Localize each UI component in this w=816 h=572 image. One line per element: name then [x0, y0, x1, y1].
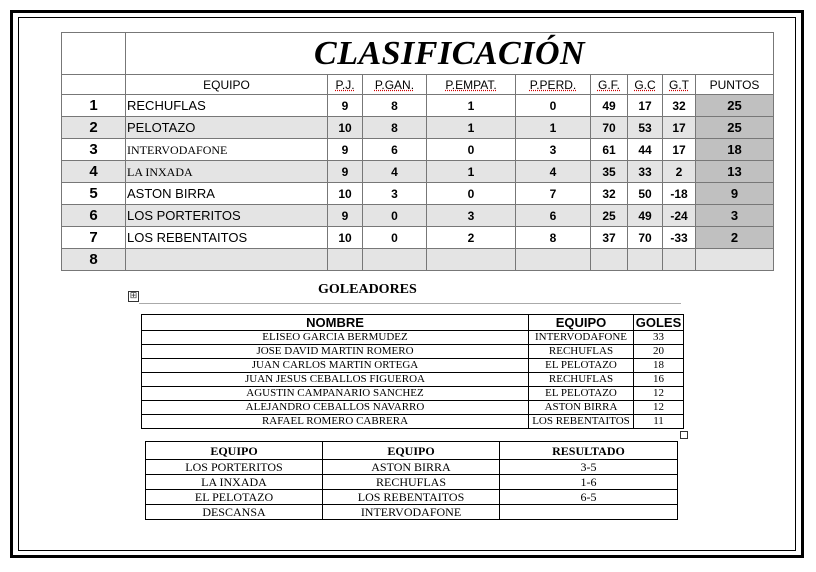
pgan: 6 — [363, 139, 427, 161]
team-name: LOS REBENTAITOS — [126, 227, 328, 249]
corner-cell — [62, 33, 126, 75]
empty-points-cell — [696, 249, 774, 271]
scorer-name: RAFAEL ROMERO CABRERA — [142, 415, 529, 429]
pj: 10 — [328, 117, 363, 139]
pgan: 3 — [363, 183, 427, 205]
scorer-team: LOS REBENTAITOS — [529, 415, 634, 429]
match-result: 1-6 — [500, 475, 678, 490]
pempat: 0 — [427, 183, 516, 205]
table-row — [62, 117, 774, 139]
position: 7 — [62, 227, 126, 249]
scorer-name: JUAN CARLOS MARTIN ORTEGA — [142, 359, 529, 373]
away-team: LOS REBENTAITOS — [323, 490, 500, 505]
team-name: RECHUFLAS — [126, 95, 328, 117]
position: 2 — [62, 117, 126, 139]
gc: 53 — [628, 117, 663, 139]
pempat: 3 — [427, 205, 516, 227]
header-gf: G.F. — [591, 75, 628, 95]
team-name: PELOTAZO — [126, 117, 328, 139]
header-equipo: EQUIPO — [529, 315, 634, 331]
header-resultado: RESULTADO — [500, 442, 678, 460]
header-goles: GOLES — [634, 315, 684, 331]
away-team: RECHUFLAS — [323, 475, 500, 490]
table-row — [62, 205, 774, 227]
header-equipo: EQUIPO — [126, 75, 328, 95]
away-team: INTERVODAFONE — [323, 505, 500, 520]
pj: 10 — [328, 183, 363, 205]
team-name: INTERVODAFONE — [126, 139, 328, 161]
scorer-goals: 11 — [634, 415, 684, 429]
match-result — [500, 505, 678, 520]
pperd: 8 — [516, 227, 591, 249]
gf: 70 — [591, 117, 628, 139]
scorers-header-row — [142, 315, 684, 331]
header-puntos: PUNTOS — [696, 75, 774, 95]
standings-table — [61, 32, 774, 271]
home-team: LOS PORTERITOS — [146, 460, 323, 475]
position: 1 — [62, 95, 126, 117]
matches-header-row — [146, 442, 678, 460]
header-equipo-away: EQUIPO — [323, 442, 500, 460]
pj: 9 — [328, 139, 363, 161]
header-nombre: NOMBRE — [142, 315, 529, 331]
scorer-team: EL PELOTAZO — [529, 387, 634, 401]
table-move-handle-icon[interactable]: ⊞ — [129, 291, 138, 301]
table-row — [142, 415, 684, 429]
table-row — [142, 387, 684, 401]
gc: 44 — [628, 139, 663, 161]
header-gt: G.T — [663, 75, 696, 95]
table-row — [146, 475, 678, 490]
gt: -33 — [663, 227, 696, 249]
scorer-team: EL PELOTAZO — [529, 359, 634, 373]
table-row — [62, 227, 774, 249]
gt: 32 — [663, 95, 696, 117]
gf: 49 — [591, 95, 628, 117]
pj: 9 — [328, 161, 363, 183]
scorer-team: RECHUFLAS — [529, 373, 634, 387]
empty-cell — [363, 249, 427, 271]
pperd: 4 — [516, 161, 591, 183]
home-team: LA INXADA — [146, 475, 323, 490]
pgan: 8 — [363, 117, 427, 139]
position: 8 — [62, 249, 126, 271]
table-row — [146, 505, 678, 520]
standings-header-row — [62, 75, 774, 95]
empty-cell — [591, 249, 628, 271]
empty-cell — [628, 249, 663, 271]
empty-cell — [516, 249, 591, 271]
pgan: 0 — [363, 227, 427, 249]
table-row — [62, 95, 774, 117]
home-team: EL PELOTAZO — [146, 490, 323, 505]
standings-title: CLASIFICACIÓN — [126, 33, 774, 75]
pos-header — [62, 75, 126, 95]
scorer-goals: 16 — [634, 373, 684, 387]
scorer-goals: 12 — [634, 401, 684, 415]
position: 5 — [62, 183, 126, 205]
gc: 49 — [628, 205, 663, 227]
scorer-goals: 12 — [634, 387, 684, 401]
points: 9 — [696, 183, 774, 205]
position: 4 — [62, 161, 126, 183]
home-team: DESCANSA — [146, 505, 323, 520]
gc: 70 — [628, 227, 663, 249]
team-name: LA INXADA — [126, 161, 328, 183]
empty-cell — [328, 249, 363, 271]
gt: 17 — [663, 139, 696, 161]
scorer-team: ASTON BIRRA — [529, 401, 634, 415]
gf: 35 — [591, 161, 628, 183]
table-row — [142, 331, 684, 345]
scorer-name: JOSE DAVID MARTIN ROMERO — [142, 345, 529, 359]
gt: 17 — [663, 117, 696, 139]
points: 3 — [696, 205, 774, 227]
pperd: 0 — [516, 95, 591, 117]
table-row — [62, 139, 774, 161]
table-resize-handle[interactable] — [680, 431, 688, 439]
pj: 9 — [328, 95, 363, 117]
scorer-goals: 33 — [634, 331, 684, 345]
table-guide-line — [139, 303, 681, 304]
header-equipo-home: EQUIPO — [146, 442, 323, 460]
matches-table — [145, 441, 678, 520]
gt: -24 — [663, 205, 696, 227]
scorer-name: ELISEO GARCIA BERMUDEZ — [142, 331, 529, 345]
gf: 25 — [591, 205, 628, 227]
table-row — [142, 345, 684, 359]
table-row — [146, 490, 678, 505]
pj: 10 — [328, 227, 363, 249]
empty-cell — [126, 249, 328, 271]
table-row — [62, 161, 774, 183]
table-row-empty — [62, 249, 774, 271]
pgan: 4 — [363, 161, 427, 183]
pempat: 0 — [427, 139, 516, 161]
gf: 37 — [591, 227, 628, 249]
pgan: 0 — [363, 205, 427, 227]
header-pempat: P.EMPAT. — [427, 75, 516, 95]
gc: 33 — [628, 161, 663, 183]
header-gc: G.C — [628, 75, 663, 95]
pj: 9 — [328, 205, 363, 227]
scorer-name: JUAN JESUS CEBALLOS FIGUEROA — [142, 373, 529, 387]
pempat: 1 — [427, 161, 516, 183]
table-row — [142, 401, 684, 415]
position: 6 — [62, 205, 126, 227]
gf: 32 — [591, 183, 628, 205]
empty-cell — [427, 249, 516, 271]
table-row — [142, 359, 684, 373]
empty-cell — [663, 249, 696, 271]
position: 3 — [62, 139, 126, 161]
scorer-name: AGUSTIN CAMPANARIO SANCHEZ — [142, 387, 529, 401]
team-name: LOS PORTERITOS — [126, 205, 328, 227]
match-result: 6-5 — [500, 490, 678, 505]
points: 25 — [696, 95, 774, 117]
points: 2 — [696, 227, 774, 249]
gc: 50 — [628, 183, 663, 205]
pperd: 7 — [516, 183, 591, 205]
gt: 2 — [663, 161, 696, 183]
scorers-table — [141, 314, 684, 429]
points: 18 — [696, 139, 774, 161]
table-row — [146, 460, 678, 475]
scorer-goals: 18 — [634, 359, 684, 373]
team-name: ASTON BIRRA — [126, 183, 328, 205]
pempat: 1 — [427, 117, 516, 139]
match-result: 3-5 — [500, 460, 678, 475]
header-pj: P.J. — [328, 75, 363, 95]
points: 25 — [696, 117, 774, 139]
table-row — [62, 183, 774, 205]
pempat: 2 — [427, 227, 516, 249]
scorer-team: RECHUFLAS — [529, 345, 634, 359]
scorer-goals: 20 — [634, 345, 684, 359]
header-pperd: P.PERD. — [516, 75, 591, 95]
scorer-name: ALEJANDRO CEBALLOS NAVARRO — [142, 401, 529, 415]
gc: 17 — [628, 95, 663, 117]
pempat: 1 — [427, 95, 516, 117]
scorer-team: INTERVODAFONE — [529, 331, 634, 345]
gt: -18 — [663, 183, 696, 205]
pperd: 6 — [516, 205, 591, 227]
points: 13 — [696, 161, 774, 183]
away-team: ASTON BIRRA — [323, 460, 500, 475]
pperd: 1 — [516, 117, 591, 139]
pgan: 8 — [363, 95, 427, 117]
header-pgan: P.GAN. — [363, 75, 427, 95]
gf: 61 — [591, 139, 628, 161]
pperd: 3 — [516, 139, 591, 161]
scorers-title: GOLEADORES — [318, 282, 417, 297]
table-row — [142, 373, 684, 387]
